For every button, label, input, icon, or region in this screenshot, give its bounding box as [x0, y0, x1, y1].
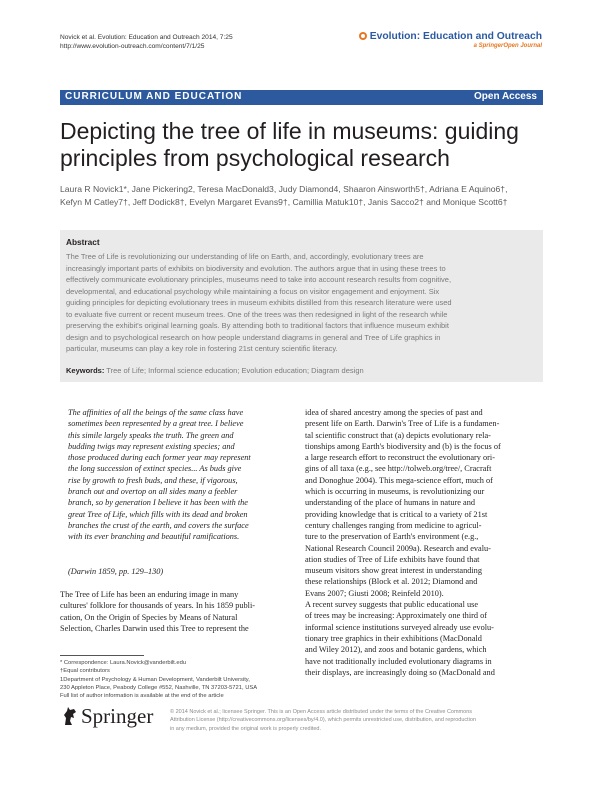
- body-line: Evans 2007; Giusti 2008; Reinfeld 2010).: [305, 588, 444, 598]
- footnotes: [60, 659, 257, 700]
- license-text: [170, 708, 545, 733]
- quote-line: great Tree of Life, which fills with its dead and broken: [68, 509, 248, 519]
- body-text-left: [60, 589, 255, 634]
- journal-brand: [315, 31, 542, 49]
- abstract-line: The Tree of Life is revolutionizing our understanding of life on Earth, and, accordingly, evolutionary trees are: [66, 252, 424, 261]
- citation-url[interactable]: http://www.evolution-outreach.com/content/7/1/25: [60, 43, 205, 50]
- open-access-label: Open Access: [474, 91, 537, 102]
- body-text-right: [305, 407, 501, 678]
- body-line: which is occurring in museums, is revolutionizing our: [305, 487, 485, 497]
- title-line: Depicting the tree of life in museums: guiding: [60, 118, 519, 144]
- abstract-heading: Abstract: [66, 237, 100, 247]
- author-line: Kefyn M Catley7†, Jeff Dodick8†, Evelyn Margaret Evans9†, Camillia Matuk10†, Janis Sacco2† and Monique Scott6†: [60, 197, 508, 207]
- quote-citation: (Darwin 1859, pp. 129–130): [68, 567, 164, 576]
- springeropen-logo-icon: [359, 32, 367, 40]
- quote-line: branch out and overtop on all sides many a feebler: [68, 487, 238, 497]
- correspondence-line[interactable]: * Correspondence: Laura.Novick@vanderbilt.edu: [60, 660, 187, 666]
- body-line: present life on Earth. Darwin's Tree of Life is a fundamen-: [305, 419, 500, 429]
- body-line: these relationships (Block et al. 2012; Diamond and: [305, 577, 478, 587]
- quote-line: this simile largely speaks the truth. The green and: [68, 430, 234, 440]
- epigraph-quote: [68, 407, 251, 543]
- abstract-line: to evaluate five current or recent museum trees. One of the trees was then redesigned in light of the research while: [66, 309, 448, 319]
- author-list: [60, 183, 543, 209]
- article-title: [60, 118, 543, 172]
- keywords-label: Keywords:: [66, 366, 105, 375]
- citation-line: Novick et al. Evolution: Education and Outreach 2014, 7:25: [60, 34, 233, 41]
- footnote-line: †Equal contributors: [60, 668, 110, 675]
- footnote-line: 230 Appleton Place, Peabody College #552, Nashville, TN 37203-5721, USA: [60, 684, 258, 691]
- body-line: tionships among Earth's biodiversity and (b) is the focus of: [305, 441, 501, 451]
- abstract-line: developmental, and educational psychology while maintaining a focus on visitor engagement and enjoyment. Six: [66, 286, 440, 296]
- quote-line: branch, so by generation I believe it has been with the: [68, 498, 248, 508]
- citation-header: [60, 33, 233, 51]
- journal-subtitle: a SpringerOpen Journal: [473, 43, 542, 49]
- abstract-box: [60, 230, 543, 382]
- footnote-line: Full list of author information is available at the end of the article: [60, 693, 224, 700]
- abstract-line: design and to psychological research on how people understand diagrams in general and Tree of Life graphics in: [66, 332, 441, 342]
- body-line: tal scientific construct that (a) depicts evolutionary rela-: [305, 430, 491, 440]
- footnote-line: 1Department of Psychology & Human Development, Vanderbilt University,: [60, 676, 250, 683]
- section-banner: [60, 90, 543, 105]
- abstract-line: guiding principles for depicting evolutionary trees in museum exhibits distilled from this research literature were used: [66, 298, 452, 307]
- body-line: National Research Council 2009a). Research and evalu-: [305, 543, 491, 553]
- license-line: in any medium, provided the original work is properly credited.: [170, 725, 322, 732]
- quote-line: with its ever branching and beautiful ramifications.: [68, 532, 240, 542]
- abstract-line: preserving the exhibit's original learning goals. By attending both to traditional factors that influence museum exhibit: [66, 321, 449, 330]
- keywords-text: Tree of Life; Informal science education; Evolution education; Diagram design: [106, 366, 364, 375]
- quote-line: rise by growth to fresh buds, and these, if vigorous,: [68, 475, 238, 485]
- abstract-line: effectively communicate evolutionary principles, museums need to take into account research results from cognitive,: [66, 275, 452, 284]
- body-line: Selection, Charles Darwin used this Tree to represent the: [60, 623, 249, 633]
- abstract-line: increasingly important parts of exhibits on biodiversity and evolution. The authors argue that in using these trees to: [66, 263, 446, 273]
- body-line: of trees may be increasing: Approximately one third of: [305, 611, 488, 621]
- body-line: cation, On the Origin of Species by Means of Natural: [60, 612, 238, 622]
- body-line: tionary tree graphics in their exhibitions (MacDonald: [305, 633, 482, 643]
- springer-logo: [62, 704, 154, 731]
- footnote-divider: [60, 655, 144, 656]
- quote-line: those produced during each former year may represent: [68, 453, 251, 463]
- journal-name: Evolution: Education and Outreach: [315, 31, 542, 42]
- quote-line: branches the crust of the earth, and covers the surface: [68, 520, 249, 530]
- license-line: Attribution License (http://creativecommons.org/licenses/by/4.0), which permits unrestricted use, distribution, and reproduction: [170, 717, 477, 724]
- abstract-text: [66, 251, 538, 355]
- springer-horse-icon: [62, 706, 78, 726]
- keywords: [66, 366, 364, 375]
- body-line: and Wiley 2012), and zoos and botanic gardens, which: [305, 645, 487, 655]
- body-line: ture to the preservation of Earth's environment (e.g.,: [305, 532, 479, 542]
- body-line: informal science institutions surveyed already use evolu-: [305, 622, 494, 632]
- body-line: a large research effort to reconstruct the evolutionary ori-: [305, 453, 495, 463]
- body-line: museum visitors show great interest in understanding: [305, 566, 482, 576]
- section-label: CURRICULUM AND EDUCATION: [65, 91, 243, 102]
- body-line: A recent survey suggests that public educational use: [305, 600, 479, 610]
- license-line: © 2014 Novick et al.; licensee Springer. This is an Open Access article distributed under the terms of the Creative Commons: [170, 709, 473, 715]
- author-line: Laura R Novick1*, Jane Pickering2, Teresa MacDonald3, Judy Diamond4, Shaaron Ainsworth5†, Adriana E Aquino6†,: [60, 184, 508, 194]
- quote-line: The affinities of all the beings of the same class have: [68, 408, 244, 417]
- body-line: providing knowledge that is critical to a variety of 21st: [305, 509, 488, 519]
- body-line: their displays, are increasingly doing so (MacDonald and: [305, 667, 495, 677]
- publisher-name: Springer: [81, 704, 154, 728]
- body-line: century challenges ranging from medicine to agricul-: [305, 520, 482, 530]
- body-line: ation studies of Tree of Life exhibits have found that: [305, 554, 480, 564]
- body-line: cultures' folklore for thousands of years. In his 1859 publi-: [60, 601, 256, 611]
- body-line: gins of all taxa (e.g., see http://tolweb.org/tree/, Cracraft: [305, 464, 492, 474]
- quote-line: sometimes been represented by a great tree. I believe: [68, 419, 244, 429]
- body-line: and Donoghue 2004). This mega-science effort, much of: [305, 475, 493, 485]
- body-line: understanding of the place of humans in nature and: [305, 498, 476, 508]
- abstract-line: particular, museums can play a key role in fostering 21st century scientific literacy.: [66, 344, 338, 353]
- quote-line: budding twigs may represent existing species; and: [68, 441, 235, 451]
- quote-line: the long succession of extinct species... As buds give: [68, 464, 242, 474]
- body-line: have not traditionally included evolutionary diagrams in: [305, 656, 492, 666]
- title-line: principles from psychological research: [60, 145, 450, 171]
- body-line: idea of shared ancestry among the species of past and: [305, 408, 483, 417]
- body-line: The Tree of Life has been an enduring image in many: [60, 590, 239, 599]
